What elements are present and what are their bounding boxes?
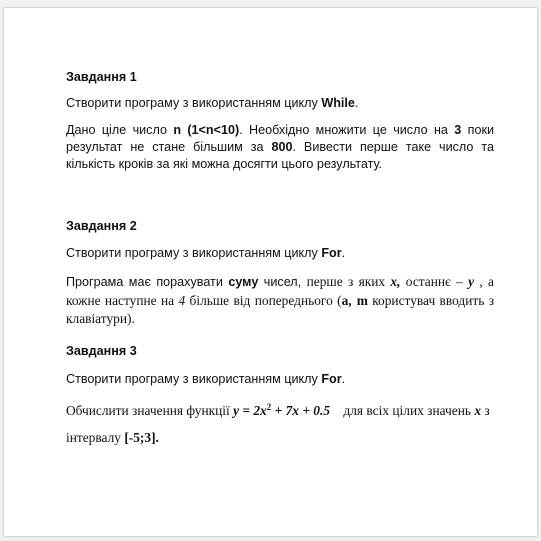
task2-heading: Завдання 2 [66,219,137,233]
task3-heading: Завдання 3 [66,344,137,358]
task2-var-y: y [468,274,475,289]
task2-sum-word: суму [228,275,259,289]
task2-loop-keyword: For [321,246,342,260]
task1-loop-keyword: While [321,96,355,110]
task3-body: Обчислити значення функції $y = 2x^2 + 7x + 0.5$ для всіх цілих значень x з інтервалу [-5;3]. [66,402,490,445]
task2-var-m: m [356,292,368,308]
task1-intro: Створити програму з використанням циклу While. [66,96,359,110]
task3-var-x: x [474,403,482,418]
task3-intro: Створити програму з використанням циклу For. [66,372,346,386]
task2-var-a: a, [341,292,352,308]
task3-interval: [-5;3]. [124,430,159,445]
task1-body: Дано ціле число n (1<n<10). Необхідно множити це число на 3 поки результат не стане більшим за 800. Вивести перше таке число та кількість кроків за які можна досягти цього результату. [66,123,495,171]
task2-intro: Створити програму з використанням циклу For. [66,246,346,260]
task1-heading: Завдання 1 [66,70,137,84]
task3-formula: $y = 2x^2 + 7x + 0.5$ [233,402,331,418]
task1-n-range: n (1<n<10) [173,123,240,137]
task1-multiplier: 3 [454,123,462,137]
task2-step: 4 [178,292,186,308]
task3-loop-keyword: For [321,372,342,386]
task2-body: Програма має порахувати суму чисел, перше з яких x, останнє – y , а кожне наступне на 4 більше від попереднього (a, m користувач вводить з клавіатури). [66,274,495,326]
task1-limit: 800 [271,140,293,154]
document-page [4,8,537,536]
task2-var-x: x, [390,274,401,289]
